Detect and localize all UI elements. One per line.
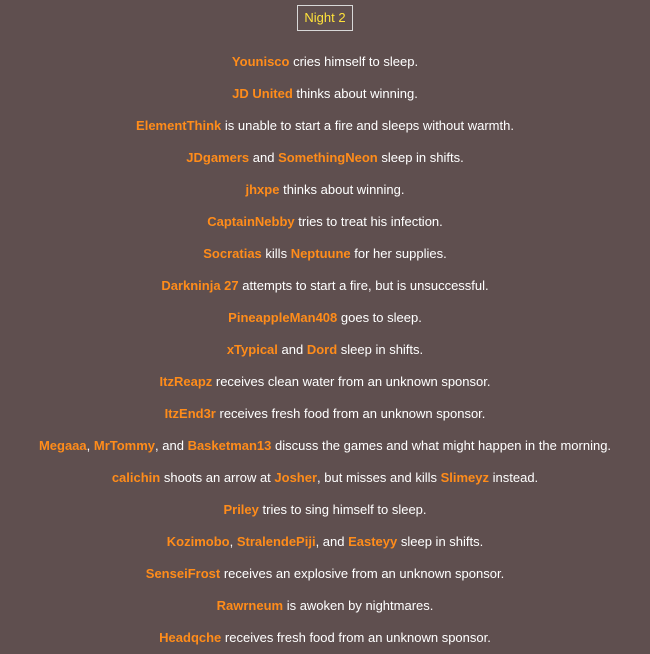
tribute-name: Priley	[223, 502, 259, 517]
tribute-name: MrTommy	[93, 438, 156, 453]
event-text: discuss the games and what might happen in the morning.	[271, 438, 612, 453]
tribute-name: ItzEnd3r	[164, 406, 216, 421]
tribute-name: calichin	[111, 470, 161, 485]
tribute-name: SenseiFrost	[145, 566, 221, 581]
tribute-name: Darkninja 27	[161, 278, 239, 293]
event-text: attempts to start a fire, but is unsuccessful.	[238, 278, 489, 293]
tribute-name: PineappleMan408	[228, 310, 338, 325]
event-line	[0, 366, 650, 398]
event-line	[0, 590, 650, 622]
event-line	[0, 526, 650, 558]
tribute-name: jhxpe	[245, 182, 280, 197]
event-text: ,	[86, 438, 94, 453]
event-line	[0, 622, 650, 654]
tribute-name: xTypical	[226, 342, 278, 357]
tribute-name: Josher	[274, 470, 318, 485]
tribute-name: Slimeyz	[440, 470, 490, 485]
event-text: tries to treat his infection.	[294, 214, 443, 229]
event-text: tries to sing himself to sleep.	[258, 502, 427, 517]
tribute-name: Younisco	[231, 54, 290, 69]
title-container	[0, 5, 650, 31]
tribute-name: Rawrneum	[216, 598, 284, 613]
event-text: kills	[261, 246, 291, 261]
event-text: is awoken by nightmares.	[283, 598, 434, 613]
event-text: ,	[229, 534, 237, 549]
event-line	[0, 46, 650, 78]
event-text: sleep in shifts.	[377, 150, 464, 165]
event-text: is unable to start a fire and sleeps without warmth.	[221, 118, 514, 133]
tribute-name: JD United	[232, 86, 293, 101]
event-text: sleep in shifts.	[337, 342, 424, 357]
tribute-name: Headqche	[159, 630, 222, 645]
event-text: receives fresh food from an unknown sponsor.	[221, 630, 491, 645]
event-text: and	[249, 150, 279, 165]
event-line	[0, 430, 650, 462]
tribute-name: ItzReapz	[159, 374, 213, 389]
event-text: sleep in shifts.	[397, 534, 484, 549]
event-line	[0, 398, 650, 430]
event-line	[0, 142, 650, 174]
tribute-name: StralendePiji	[236, 534, 316, 549]
event-line	[0, 110, 650, 142]
event-line	[0, 206, 650, 238]
event-text: shoots an arrow at	[160, 470, 275, 485]
tribute-name: Megaaa	[38, 438, 87, 453]
event-line	[0, 462, 650, 494]
event-text: receives clean water from an unknown sponsor.	[212, 374, 491, 389]
tribute-name: Neptuune	[290, 246, 351, 261]
tribute-name: ElementThink	[136, 118, 222, 133]
event-text: cries himself to sleep.	[289, 54, 419, 69]
event-text: thinks about winning.	[292, 86, 418, 101]
event-line	[0, 174, 650, 206]
event-line	[0, 334, 650, 366]
event-line	[0, 558, 650, 590]
event-text: , but misses and kills	[317, 470, 441, 485]
event-text: , and	[315, 534, 349, 549]
event-text: goes to sleep.	[337, 310, 422, 325]
event-line	[0, 302, 650, 334]
event-text: receives fresh food from an unknown sponsor.	[215, 406, 486, 421]
tribute-name: JDgamers	[186, 150, 250, 165]
night-title: Night 2	[297, 5, 352, 31]
tribute-name: Basketman13	[187, 438, 272, 453]
tribute-name: CaptainNebby	[207, 214, 295, 229]
event-line	[0, 494, 650, 526]
event-text: and	[277, 342, 307, 357]
event-text: instead.	[489, 470, 539, 485]
tribute-name: SomethingNeon	[278, 150, 378, 165]
event-text: receives an explosive from an unknown sponsor.	[220, 566, 505, 581]
event-line	[0, 78, 650, 110]
event-text: , and	[155, 438, 188, 453]
event-text: thinks about winning.	[279, 182, 405, 197]
event-line	[0, 238, 650, 270]
event-text: for her supplies.	[350, 246, 447, 261]
event-list	[0, 46, 650, 654]
tribute-name: Kozimobo	[166, 534, 230, 549]
tribute-name: Easteyy	[348, 534, 398, 549]
tribute-name: Dord	[306, 342, 338, 357]
event-line	[0, 270, 650, 302]
tribute-name: Socratias	[203, 246, 262, 261]
